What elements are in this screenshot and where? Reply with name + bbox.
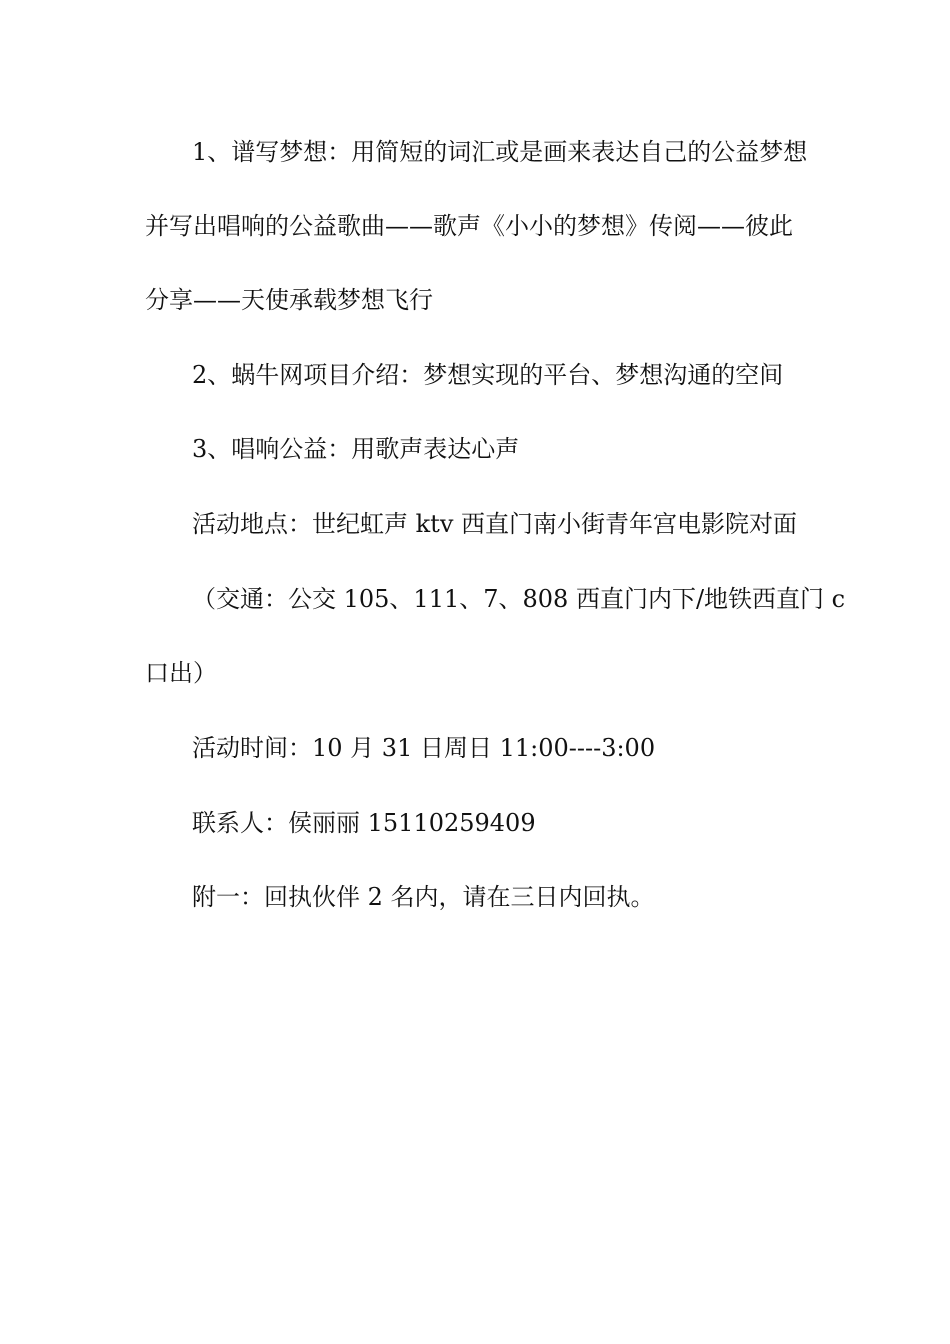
venue-line: 活动地点：世纪虹声 ktv 西直门南小街青年宫电影院对面 xyxy=(192,510,798,538)
contact-line: 联系人：侯丽丽 15110259409 xyxy=(192,809,536,837)
appendix-line: 附一：回执伙伴 2 名内，请在三日内回执。 xyxy=(192,883,655,911)
transport-line-2: 口出） xyxy=(145,659,217,687)
item-1-line-1: 1、谱写梦想：用简短的词汇或是画来表达自己的公益梦想 xyxy=(192,138,808,166)
time-line: 活动时间：10 月 31 日周日 11:00----3:00 xyxy=(192,734,656,762)
transport-line-1: （交通：公交 105、111、7、808 西直门内下/地铁西直门 c xyxy=(192,585,846,613)
item-1-line-2: 并写出唱响的公益歌曲——歌声《小小的梦想》传阅——彼此 xyxy=(145,212,793,240)
item-1-line-3: 分享——天使承载梦想飞行 xyxy=(145,286,433,314)
item-3-line: 3、唱响公益：用歌声表达心声 xyxy=(192,435,520,463)
item-2-line: 2、蜗牛网项目介绍：梦想实现的平台、梦想沟通的空间 xyxy=(192,361,784,389)
